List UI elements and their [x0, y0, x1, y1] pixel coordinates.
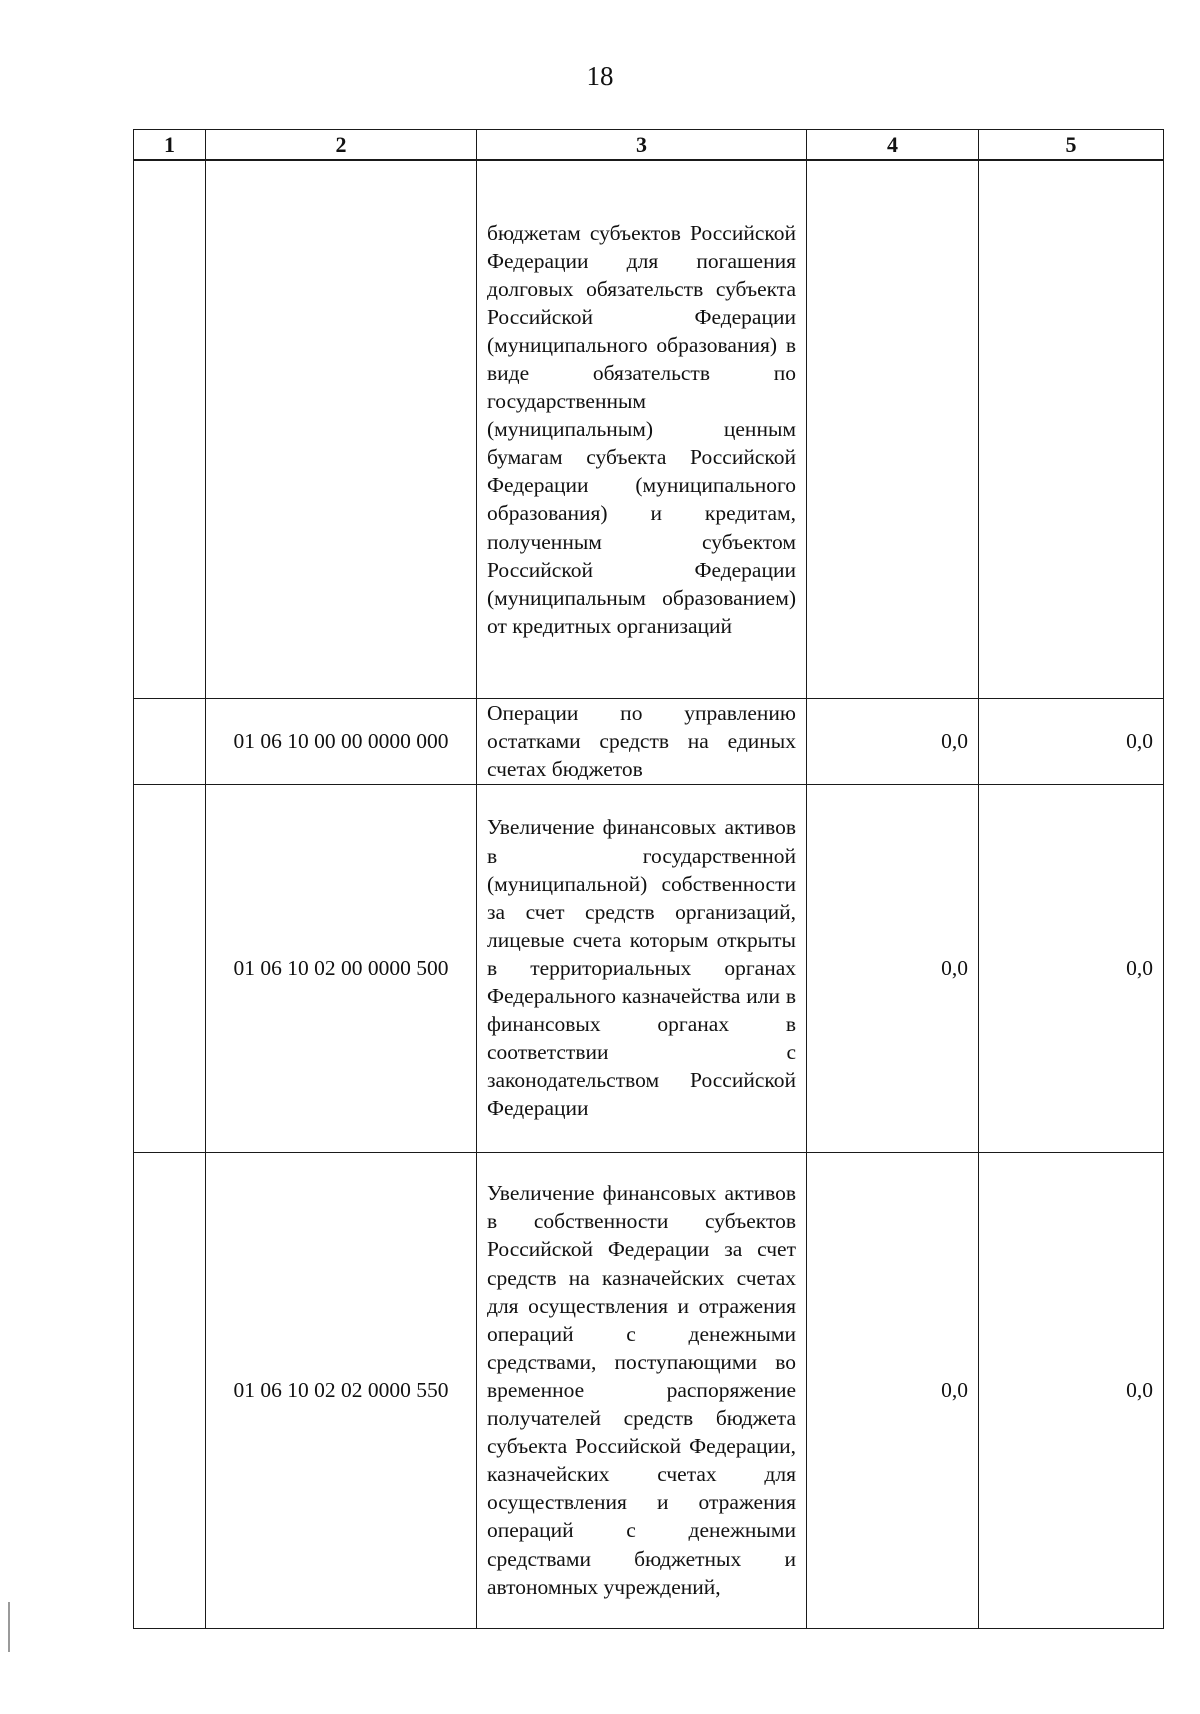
classification-code-cell: 01 06 10 02 02 0000 550: [206, 1152, 477, 1628]
source-name-text: бюджетам субъектов Российской Федерации для погашения долговых обязательств субъекта Российской Федерации (муниципального образования) в виде обязательств по государственным (муниципальным) ценным бумагам субъекта Российской Федерации (муниципального образования) и кредитам, полученным субъектом Российской Федерации (муниципальным образованием) от кредитных организаций: [487, 220, 796, 638]
amount-year-2-cell: 0,0: [979, 784, 1164, 1152]
source-name-text: Операции по управлению остатками средств на единых счетах бюджетов: [487, 700, 796, 782]
row-number-cell: [134, 698, 206, 784]
classification-code-cell: 01 06 10 00 00 0000 000: [206, 698, 477, 784]
source-name-text: Увеличение финансовых активов в государственной (муниципальной) собственности за счет средств организаций, лицевые счета которым открыты в территориальных органах Федерального казначейства или в финансовых органах в соответствии с законодательством Российской Федерации: [487, 815, 796, 1121]
table-row: [134, 784, 1164, 1152]
row-number-cell: [134, 784, 206, 1152]
budget-sources-table: [133, 129, 1164, 1629]
page-number: 18: [586, 61, 614, 91]
header-col-5: 5: [979, 130, 1164, 161]
amount-year-2-cell: 0,0: [979, 1152, 1164, 1628]
scan-edge-mark: [8, 1602, 10, 1652]
amount-year-1-cell: [807, 160, 979, 698]
source-name-cell: [477, 784, 807, 1152]
row-number-cell: [134, 160, 206, 698]
table-row: [134, 698, 1164, 784]
classification-code-cell: [206, 160, 477, 698]
amount-year-1-cell: 0,0: [807, 698, 979, 784]
amount-year-1-cell: 0,0: [807, 1152, 979, 1628]
header-col-2: 2: [206, 130, 477, 161]
table-header-row: [134, 130, 1164, 161]
table-row: [134, 1152, 1164, 1628]
row-number-cell: [134, 1152, 206, 1628]
header-col-4: 4: [807, 130, 979, 161]
amount-year-2-cell: [979, 160, 1164, 698]
header-col-3: 3: [477, 130, 807, 161]
amount-year-1-cell: 0,0: [807, 784, 979, 1152]
source-name-cell: [477, 1152, 807, 1628]
source-name-text: Увеличение финансовых активов в собственности субъектов Российской Федерации за счет средств на казначейских счетах для осуществления и отражения операций с денежными средствами, поступающими во временное распоряжение получателей средств бюджета субъекта Российской Федерации, казначейских счетах для осуществления и отражения операций с денежными средствами бюджетных и автономных учреждений,: [487, 1181, 796, 1599]
table-row: [134, 160, 1164, 698]
header-col-1: 1: [134, 130, 206, 161]
source-name-cell: [477, 698, 807, 784]
amount-year-2-cell: 0,0: [979, 698, 1164, 784]
classification-code-cell: 01 06 10 02 00 0000 500: [206, 784, 477, 1152]
source-name-cell: [477, 160, 807, 698]
